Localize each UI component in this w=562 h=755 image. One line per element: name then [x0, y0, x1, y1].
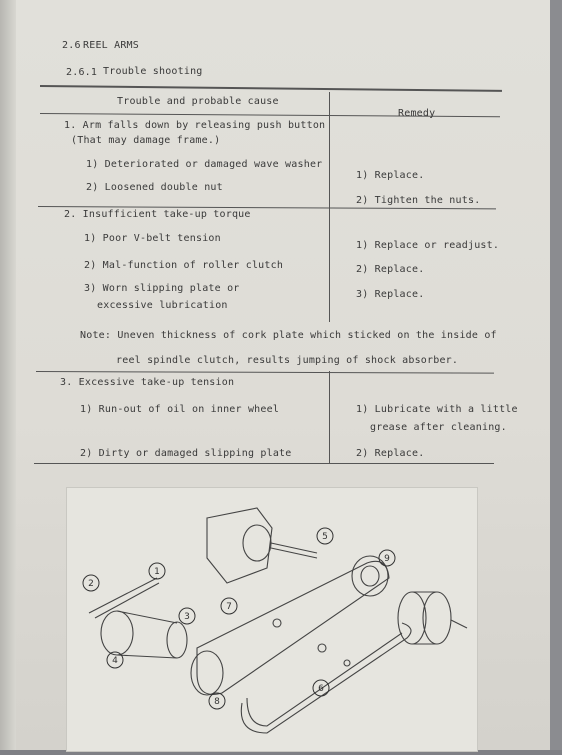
group-2-remedy-1: 1) Replace or readjust. — [356, 240, 500, 251]
bracket-hub — [243, 525, 271, 561]
table-column-divider-b — [329, 212, 330, 322]
upper-pulley-hub — [361, 566, 379, 586]
hub-face — [167, 622, 187, 658]
table-top-rule — [40, 85, 502, 91]
group-1-remedy-2: 2) Tighten the nuts. — [356, 195, 481, 206]
section-title: REEL ARMS — [83, 40, 139, 51]
group-2-title: 2. Insufficient take-up torque — [64, 209, 251, 220]
group-2-note-line-2: reel spindle clutch, results jumping of shock absorber. — [116, 355, 459, 366]
group-1-cause-1: 1) Deteriorated or damaged wave washer — [86, 159, 323, 170]
header-remedy: Remedy — [398, 108, 436, 119]
callout-3: 3 — [184, 612, 190, 622]
reel-arm-drawing — [67, 488, 477, 751]
page-edge — [550, 0, 562, 750]
table-group-rule-2 — [36, 371, 494, 374]
reel-arm-diagram — [66, 487, 478, 752]
group-3-remedy-1: 1) Lubricate with a little — [356, 404, 518, 415]
v-belt-inner — [247, 633, 402, 726]
section-number: 2.6 — [62, 40, 81, 51]
group-3-cause-2: 2) Dirty or damaged slipping plate — [80, 448, 292, 459]
table-column-divider-c — [329, 371, 330, 464]
callout-5: 5 — [322, 532, 328, 542]
callout-2: 2 — [88, 579, 94, 589]
callout-1: 1 — [154, 567, 160, 577]
table-bottom-rule — [34, 463, 494, 464]
callout-6: 6 — [318, 684, 324, 694]
group-2-cause-1: 1) Poor V-belt tension — [84, 233, 221, 244]
bolt-c — [344, 660, 350, 666]
callout-9: 9 — [384, 554, 390, 564]
bracket-part — [207, 508, 272, 583]
page-fold-shadow — [0, 0, 16, 750]
drum-back — [398, 592, 426, 644]
bolt-b — [318, 644, 326, 652]
reel-disc — [101, 611, 133, 655]
subsection-title: Trouble shooting — [103, 66, 203, 77]
shaft — [271, 543, 317, 558]
group-2-remedy-2: 2) Replace. — [356, 264, 425, 275]
callout-4: 4 — [112, 656, 118, 666]
lower-pulley — [191, 651, 223, 695]
bolt-a — [273, 619, 281, 627]
callout-7: 7 — [226, 602, 232, 612]
header-cause: Trouble and probable cause — [117, 96, 279, 107]
drum-body — [412, 592, 437, 644]
subsection-number: 2.6.1 — [66, 67, 98, 78]
group-3-remedy-1-cont: grease after cleaning. — [370, 422, 507, 433]
group-3-cause-1: 1) Run-out of oil on inner wheel — [80, 404, 280, 415]
drum-face — [423, 592, 451, 644]
drum-shaft — [451, 620, 467, 628]
group-3-title: 3. Excessive take-up tension — [60, 377, 235, 388]
group-2-remedy-3: 3) Replace. — [356, 289, 425, 300]
group-2-note-line-1: Note: Uneven thickness of cork plate which sticked on the inside of — [80, 330, 497, 341]
table-column-divider-a — [329, 92, 330, 212]
group-2-cause-3: 3) Worn slipping plate or — [84, 283, 240, 294]
v-belt — [241, 623, 411, 733]
group-2-cause-3-cont: excessive lubrication — [97, 300, 228, 311]
group-1-subtitle: (That may damage frame.) — [71, 135, 221, 146]
group-1-title: 1. Arm falls down by releasing push button — [64, 120, 326, 131]
callout-8: 8 — [214, 697, 220, 707]
group-1-cause-2: 2) Loosened double nut — [86, 182, 223, 193]
group-3-remedy-2: 2) Replace. — [356, 448, 425, 459]
group-1-remedy-1: 1) Replace. — [356, 170, 425, 181]
group-2-cause-2: 2) Mal-function of roller clutch — [84, 260, 284, 271]
